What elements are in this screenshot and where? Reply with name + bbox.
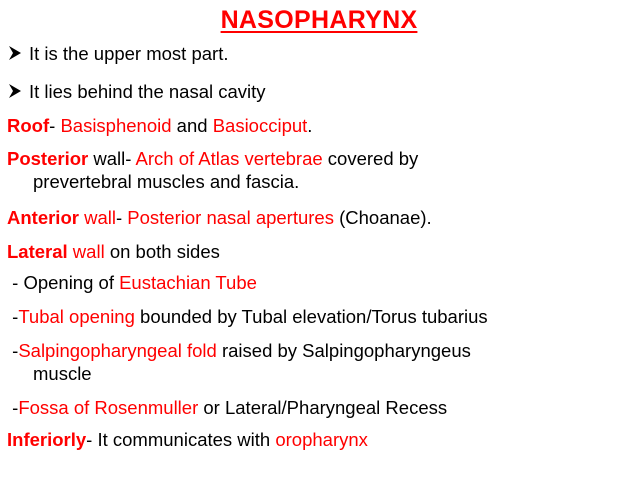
lateral-wall: wall	[67, 241, 105, 262]
lateral-rest: on both sides	[104, 241, 220, 262]
posterior-value: Arch of Atlas vertebrae	[135, 148, 323, 169]
anterior-wall: wall	[78, 207, 116, 228]
roof-label: Roof	[7, 115, 50, 136]
lateral-sub-item	[7, 339, 471, 363]
sub-value: Tubal opening	[18, 306, 135, 327]
roof-value-1: Basisphenoid	[60, 115, 172, 136]
inferior-value: oropharynx	[275, 429, 368, 450]
roof-line	[7, 114, 312, 138]
sub-prefix: -	[7, 397, 19, 418]
bullet-text: It lies behind the nasal cavity	[29, 81, 266, 102]
lateral-sub-item	[7, 396, 447, 420]
sub-prefix: - Opening of	[7, 272, 120, 293]
sub-continuation: muscle	[33, 363, 92, 384]
bullet-text: It is the upper most part.	[29, 43, 229, 64]
posterior-continuation: prevertebral muscles and fascia.	[33, 171, 300, 192]
bullet-item	[7, 80, 266, 104]
roof-end: .	[307, 115, 313, 136]
separator: -	[115, 207, 128, 228]
lateral-sub-item	[7, 305, 488, 329]
bullet-item	[7, 42, 228, 66]
separator: -	[49, 115, 61, 136]
anterior-rest: (Choanae).	[333, 207, 432, 228]
slide-title: NASOPHARYNX	[220, 6, 418, 34]
anterior-line	[7, 206, 432, 230]
posterior-line	[7, 147, 418, 171]
posterior-label: Posterior	[7, 148, 89, 169]
inferior-rest: - It communicates with	[86, 429, 276, 450]
roof-and: and	[171, 115, 213, 136]
posterior-wall: wall-	[88, 148, 136, 169]
sub-value: Eustachian Tube	[119, 272, 257, 293]
sub-rest: bounded by Tubal elevation/Torus tubarius	[134, 306, 488, 327]
anterior-value: Posterior nasal apertures	[127, 207, 334, 228]
arrow-bullet-icon	[7, 80, 29, 104]
lateral-label: Lateral	[7, 241, 68, 262]
sub-prefix: -	[7, 306, 19, 327]
inferior-label: Inferiorly	[7, 429, 87, 450]
sub-value: Salpingopharyngeal fold	[18, 340, 217, 361]
arrow-bullet-icon	[7, 42, 29, 66]
inferior-line	[7, 428, 368, 452]
sub-value: Fossa of Rosenmuller	[18, 397, 199, 418]
lateral-line	[7, 240, 220, 264]
lateral-sub-item	[7, 271, 257, 295]
sub-rest: or Lateral/Pharyngeal Recess	[198, 397, 448, 418]
sub-prefix: -	[7, 340, 19, 361]
roof-value-2: Basiocciput	[212, 115, 308, 136]
anterior-label: Anterior	[7, 207, 79, 228]
posterior-rest: covered by	[322, 148, 419, 169]
sub-rest: raised by Salpingopharyngeus	[216, 340, 471, 361]
